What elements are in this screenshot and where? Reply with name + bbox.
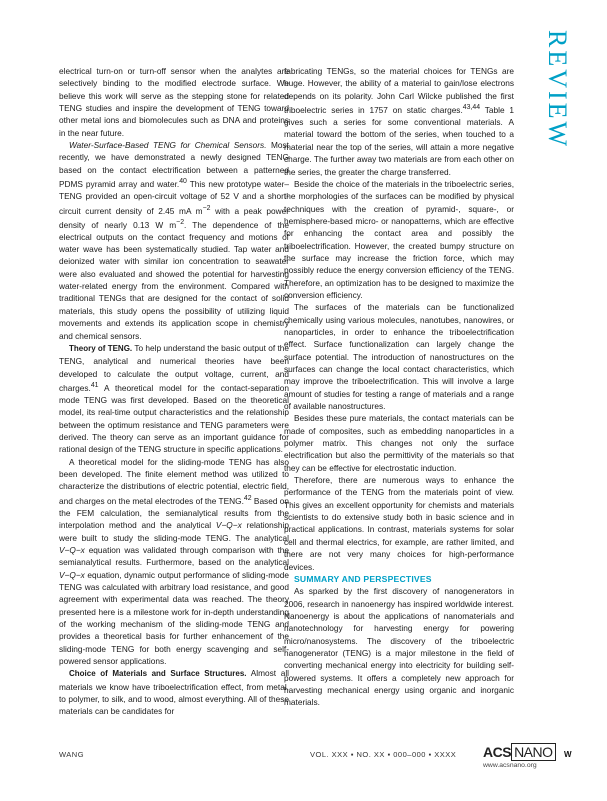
- journal-logo: [483, 744, 556, 760]
- text: This new prototype water–TENG provided an open-circuit voltage of 52 V and a short-circuit current density of 2.45 mA m: [59, 178, 289, 216]
- text: fabricating TENGs, so the material choices for TENGs are huge. However, the ability of a material to gain/lose electrons depends on its polarity. John Carl Wilcke published the first triboelectric series in 1757 on static charges.: [284, 66, 514, 115]
- section-tab: [543, 30, 578, 160]
- text: Almost all materials we know have triboelectrification effect, from metal, to polymer, to silk, and to wood, almost everything. All of these materials can be candidates for: [59, 668, 289, 717]
- footer-author: WANG: [59, 750, 85, 759]
- citation[interactable]: 42: [243, 494, 252, 502]
- paragraph: The surfaces of the materials can be functionalized chemically using various molecules, nanotubes, nanowires, or nanoparticles, in order to enhance the triboelectrification effect. Surface functionalization can largely change the surface potential. The introduction of nanostructures on the surfaces can change the local contact characteristics, which may improve the triboelectrification. This will involve a large amount of studies for testing a range of materials and a range of available nanostructures.: [284, 302, 514, 412]
- superscript: −2: [202, 204, 211, 212]
- citation[interactable]: 41: [90, 381, 99, 389]
- citation[interactable]: 43,44: [462, 104, 481, 112]
- math-expression: V−Q−x: [59, 569, 85, 580]
- paragraph-heading: Choice of Materials and Surface Structures.: [69, 669, 247, 679]
- left-column: [59, 65, 289, 718]
- text: Table 1 gives such a series for some conventional materials. A material toward the bottom of the series, when touched to a material near the top of the series, will attain a more negative charge. The further away two materials are from each other on the series, the greater the charge transferred.: [284, 104, 514, 177]
- paragraph: Besides these pure materials, the contact materials can be made of composites, such as embedding nanoparticles in a polymer matrix. This changes not only the surface electrification but also the permittivity of the materials so that they can be effective for electrostatic induction.: [284, 413, 514, 473]
- logo-prefix: ACS: [483, 744, 512, 760]
- paragraph-heading: Theory of TENG.: [69, 343, 133, 353]
- text: To help understand the basic output of the TENG, analytical and numerical theories have been developed to calculate the output voltage, current, and charges.: [59, 342, 289, 393]
- footer-volume-info: VOL. XXX ▪ NO. XX ▪ 000–000 ▪ XXXX: [310, 750, 457, 759]
- logo-box: NANO: [511, 743, 555, 761]
- paragraph: Therefore, there are numerous ways to enhance the performance of the TENG from the materials point of view. This gives an excellent opportunity for chemists and materials scientists to do extensive study both in basic science and in practical applications. In contrast, materials systems for solar cell and thermal electrics, for example, are rather limited, and there are not very many choices for high-performance devices.: [284, 475, 514, 572]
- paragraph: [284, 65, 514, 178]
- text: Most recently, we have demonstrated a newly designed TENG based on the contact electrification between a patterned PDMS pyramid array and water.: [59, 140, 289, 189]
- section-tab-label: REVIEW: [543, 30, 572, 150]
- text: A theoretical model for the contact-separation mode TENG was first developed. Based on the theoretical model, its real-time output characteristics and the relationship between the optimum resistance and TENG parameters were derived. The theory can serve as an important guidance for rational design of the TENG structure in specific applications.: [59, 382, 289, 455]
- paragraph: As sparked by the first discovery of nanogenerators in 2006, research in nanoenergy has inspired worldwide interest. Nanoenergy is about the applications of nanomaterials and nanotechnology for harvesting energy for powering micro/nanosystems. The discovery of the triboelectric nanogenerator (TENG) is a major milestone in the field of converting mechanical energy into electricity for building self-powered systems. It offers a completely new approach for harvesting mechanical energy using organic and inorganic materials.: [284, 586, 514, 708]
- text: with a peak power density of nearly 0.13 W m: [59, 205, 289, 230]
- text: equation was validated through comparison with the semianalytical results. Furthermore, based on the analytical: [59, 544, 289, 568]
- right-column: [284, 65, 514, 709]
- text: . The dependence of the electrical outputs on the contact frequency and motions of water wave has been systematically studied. Tap water and deionized water with similar ion concentration to seawater were also evaluated and showed the potential for harvesting water-related energy from the environment. Compared with traditional TENGs that are designed for the contact of solid materials, this study opens the possibility of utilizing liquid movements and extends its application scope in chemistry and chemical sensors.: [59, 219, 289, 341]
- paragraph: [59, 342, 289, 456]
- text: equation, dynamic output performance of sliding-mode TENG was calculated with arbitrary load resistance, and good agreement with experimental data was reached. The theory presented here is a milestone work for in-depth understanding of the working mechanism of the sliding-mode TENG and provides a theoretical basis for further enhancement of the sliding-mode TENG for both energy scavenging and self-powered sensor applications.: [59, 569, 289, 666]
- section-heading: SUMMARY AND PERSPECTIVES: [294, 573, 432, 584]
- math-expression: V−Q−x: [59, 544, 85, 555]
- paragraph: [59, 456, 289, 668]
- superscript: −2: [176, 218, 185, 226]
- paragraph: [59, 139, 289, 342]
- paragraph: Beside the choice of the materials in the triboelectric series, the morphologies of the surfaces can be modified by physical techniques with the creation of pyramid-, square-, or hemisphere-based micro- or nanopatterns, which are effective for enhancing the contact area and possibly the triboelectrification. However, the created bumpy structure on the surface may increase the friction force, which may possibly reduce the energy conversion efficiency of the TENG. Therefore, an optimization has to be designed to maximize the conversion efficiency.: [284, 178, 514, 300]
- text: Based on the FEM calculation, the semianalytical results from the interpolation method and the analytical: [59, 495, 289, 531]
- text: A theoretical model for the sliding-mode TENG has also been developed. The finite element method was utilized to characterize the distributions of electric potential, electric field, and charges on the metal electrodes of the TENG.: [59, 456, 289, 506]
- paragraph-heading: Water-Surface-Based TENG for Chemical Sensors.: [69, 140, 267, 151]
- math-expression: V−Q−x: [215, 520, 242, 531]
- page-number: W: [564, 750, 572, 759]
- paragraph: electrical turn-on or turn-off sensor when the analytes are selectively binding to the modified electrode surface. We believe this work will serve as the stepping stone for related TENG studies and inspire the development of TENG toward other metal ions and biomolecules such as DNA and proteins in the near future.: [59, 66, 289, 138]
- paragraph: [59, 667, 289, 717]
- journal-url[interactable]: www.acsnano.org: [483, 762, 537, 769]
- text: relationship were built to study the sliding-mode TENG. The analytical: [59, 520, 289, 543]
- citation[interactable]: 40: [179, 178, 187, 186]
